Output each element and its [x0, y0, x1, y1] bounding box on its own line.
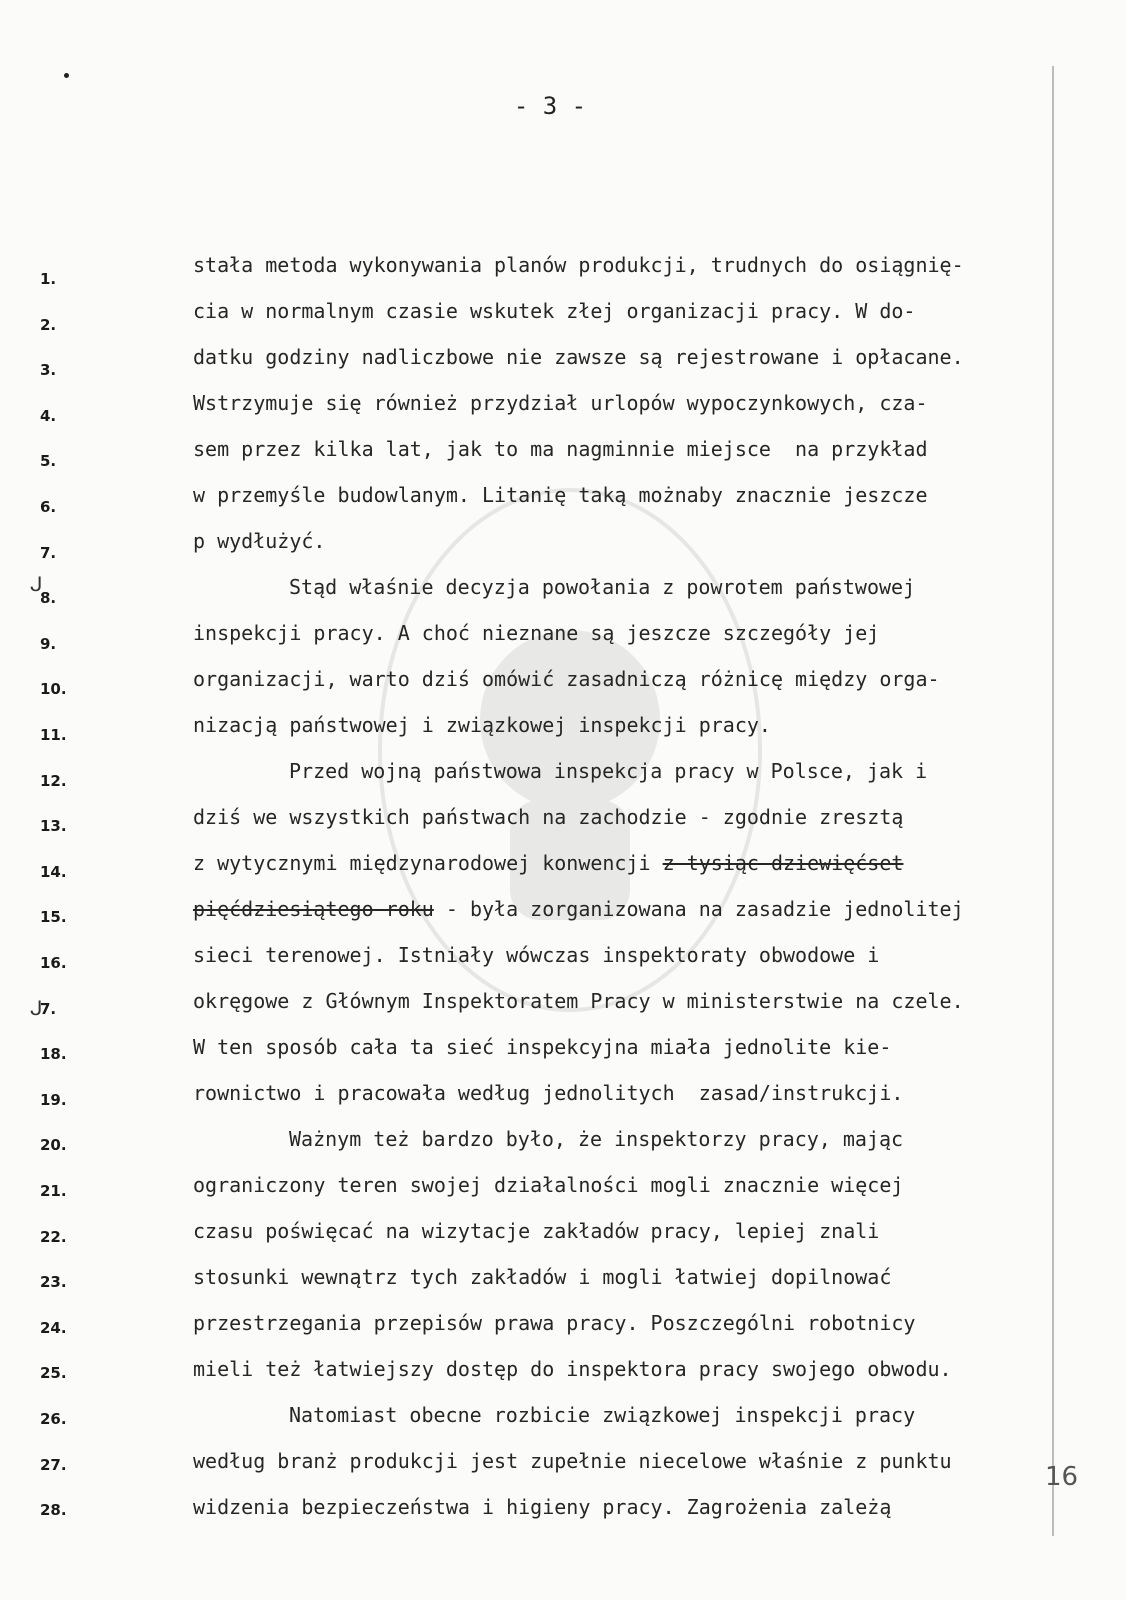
line-number: 15.	[40, 908, 67, 927]
line-number: 5.	[40, 452, 57, 471]
text-line: czasu poświęcać na wizytacje zakładów pracy, lepiej znali	[193, 1219, 880, 1243]
text-line: Przed wojną państwowa inspekcja pracy w Polsce, jak i	[289, 759, 928, 783]
text-line: okręgowe z Głównym Inspektoratem Pracy w ministerstwie na czele.	[193, 989, 964, 1013]
line-number: 18.	[40, 1045, 67, 1064]
line-number: 7.	[40, 543, 57, 562]
struck-through-text: pięćdziesiątego roku	[193, 897, 434, 921]
text-line: ograniczony teren swojej działalności mogli znacznie więcej	[193, 1173, 904, 1197]
line-number: 27.	[40, 1455, 67, 1474]
line-number: 19.	[40, 1090, 67, 1109]
text-line: Natomiast obecne rozbicie związkowej inspekcji pracy	[289, 1403, 916, 1427]
text-line: pięćdziesiątego roku - była zorganizowana na zasadzie jednolitej	[193, 897, 964, 921]
line-number: 16.	[40, 954, 67, 972]
folio-number: 16	[1045, 1462, 1079, 1492]
page-number: - 3 -	[513, 92, 587, 120]
line-number: 4.	[40, 406, 57, 425]
struck-through-text: z tysiąc dziewięćset	[662, 851, 904, 875]
text-line: widzenia bezpieczeństwa i higieny pracy. Zagrożenia zależą	[193, 1495, 892, 1519]
line-number: 10.	[40, 680, 67, 699]
line-number: 23.	[40, 1273, 67, 1292]
line-number: 3.	[40, 361, 57, 380]
line-number: 7.	[40, 999, 57, 1018]
text-line: datku godziny nadliczbowe nie zawsze są rejestrowane i opłacane.	[193, 345, 964, 369]
text-line: inspekcji pracy. A choć nieznane są jeszcze szczegóły jej	[193, 621, 880, 645]
typed-text-body	[193, 247, 1093, 1535]
text-line: stosunki wewnątrz tych zakładów i mogli łatwiej dopilnować	[193, 1265, 892, 1289]
line-number: 20.	[40, 1136, 67, 1155]
text-line: sieci terenowej. Istniały wówczas inspektoraty obwodowe i	[193, 943, 880, 967]
line-number: 11.	[40, 726, 67, 744]
margin-line	[1052, 66, 1054, 1536]
line-number: 14.	[40, 862, 67, 881]
line-number: 8.	[40, 589, 57, 608]
line-number: 6.	[40, 498, 57, 516]
text-line: Ważnym też bardzo było, że inspektorzy pracy, mając	[289, 1127, 904, 1151]
text-line: Wstrzymuje się również przydział urlopów wypoczynkowych, cza-	[193, 391, 928, 415]
text-line: p wydłużyć.	[193, 529, 326, 553]
line-number: 25.	[40, 1364, 67, 1383]
text-line: cia w normalnym czasie wskutek złej organizacji pracy. W do-	[193, 299, 916, 323]
line-number: 13.	[40, 817, 67, 836]
text-line: stała metoda wykonywania planów produkcji, trudnych do osiągnię-	[193, 253, 964, 277]
line-number: 1.	[40, 270, 57, 288]
text-line: dziś we wszystkich państwach na zachodzie - zgodnie zresztą	[193, 805, 904, 829]
text-line: W ten sposób cała ta sieć inspekcyjna miała jednolite kie-	[193, 1035, 892, 1059]
text-line: według branż produkcji jest zupełnie niecelowe właśnie z punktu	[193, 1449, 952, 1473]
line-number: 21.	[40, 1182, 67, 1200]
text-line: z wytycznymi międzynarodowej konwencji z tysiąc dziewięćset	[193, 851, 904, 875]
line-number: 24.	[40, 1318, 67, 1337]
line-number: 9.	[40, 634, 57, 653]
text-line: przestrzegania przepisów prawa pracy. Poszczególni robotnicy	[193, 1311, 916, 1335]
text-line: nizacją państwowej i związkowej inspekcji pracy.	[193, 713, 771, 737]
text-line: organizacji, warto dziś omówić zasadniczą różnicę między orga-	[193, 667, 940, 691]
text-line: mieli też łatwiejszy dostęp do inspektora pracy swojego obwodu.	[193, 1357, 952, 1381]
text-line: Stąd właśnie decyzja powołania z powrotem państwowej	[289, 575, 916, 599]
text-line: rownictwo i pracowała według jednolitych zasad/instrukcji.	[193, 1081, 904, 1105]
line-number: 28.	[40, 1501, 67, 1520]
line-number: 2.	[40, 315, 57, 334]
line-number: 26.	[40, 1410, 67, 1428]
handwritten-check-mark: ᒍ	[30, 996, 43, 1020]
line-number: 12.	[40, 771, 67, 790]
text-line: w przemyśle budowlanym. Litanię taką możnaby znacznie jeszcze	[193, 483, 928, 507]
text-line: sem przez kilka lat, jak to ma nagminnie miejsce na przykład	[193, 437, 928, 461]
line-number: 22.	[40, 1227, 67, 1246]
handwritten-check-mark: ᒍ	[30, 572, 43, 596]
ink-dot	[64, 73, 69, 78]
